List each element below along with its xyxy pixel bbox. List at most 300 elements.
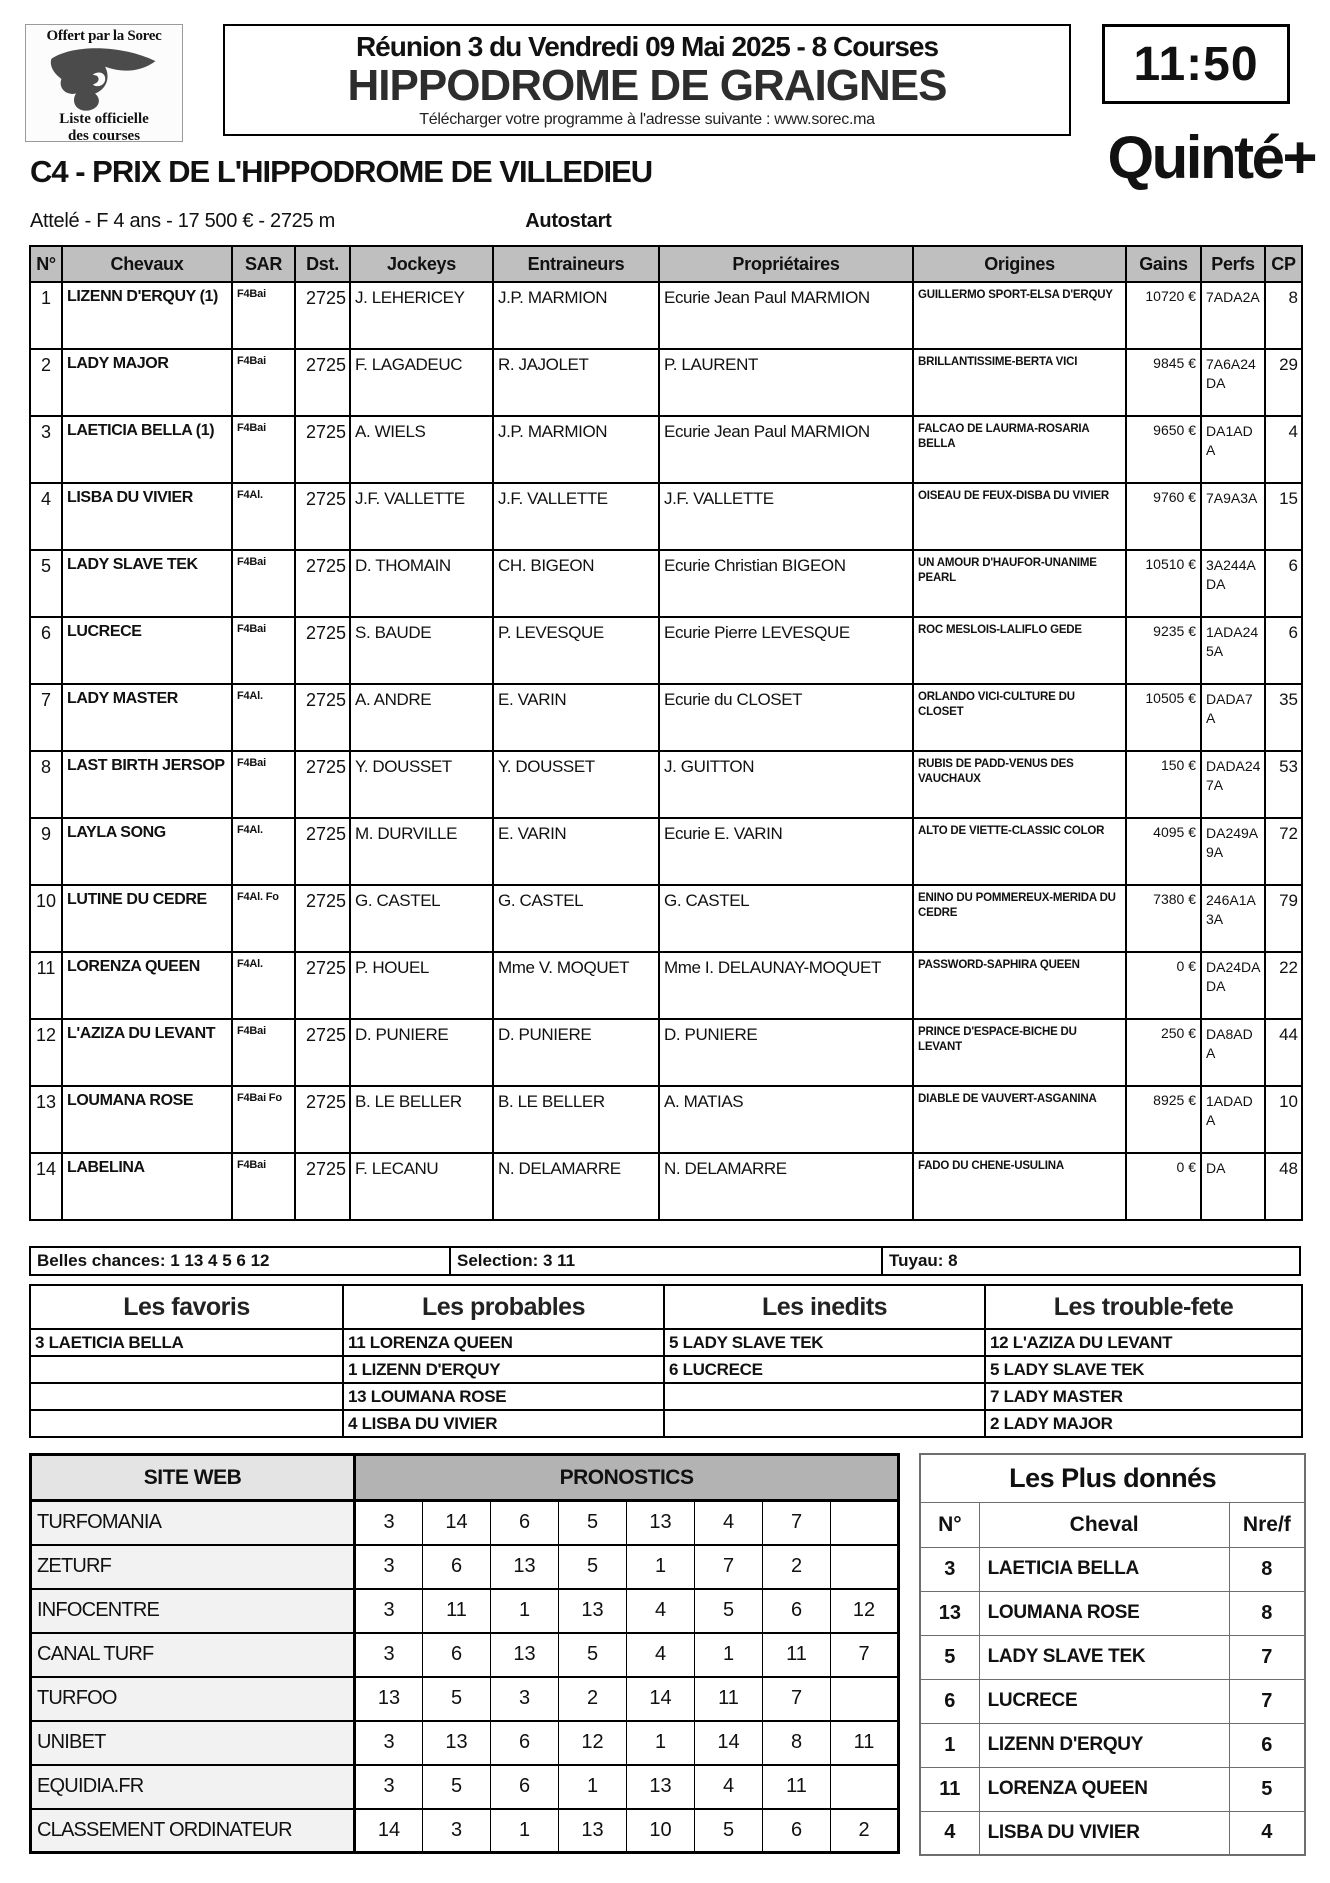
picks-row — [30, 1356, 1302, 1383]
plus-num: 3 — [920, 1547, 979, 1591]
pick-inedits: 6 LUCRECE — [664, 1356, 985, 1383]
col-header-sar: SAR — [232, 246, 295, 282]
pronostic-pick-3: 13 — [491, 1633, 559, 1677]
picks-header-troublefete: Les trouble-fete — [985, 1285, 1302, 1329]
col-header-proprietaires: Propriétaires — [659, 246, 913, 282]
pronostic-pick-5: 10 — [627, 1809, 695, 1853]
plus-num: 11 — [920, 1767, 979, 1811]
runner-distance: 2725 — [295, 1019, 350, 1086]
runner-perfs: DA24DA DA — [1201, 952, 1265, 1019]
runner-perfs: 7ADA2A — [1201, 282, 1265, 349]
runner-number: 9 — [30, 818, 62, 885]
pick-troublefete: 5 LADY SLAVE TEK — [985, 1356, 1302, 1383]
pronostic-site: TURFOMANIA — [31, 1501, 355, 1545]
pronostic-pick-6: 5 — [695, 1589, 763, 1633]
pick-inedits — [664, 1410, 985, 1437]
runner-jockey: J. LEHERICEY — [350, 282, 493, 349]
runner-row — [30, 1019, 1302, 1086]
pronostics-table — [29, 1453, 900, 1854]
pronostic-pick-6: 7 — [695, 1545, 763, 1589]
pronostic-pick-4: 13 — [559, 1589, 627, 1633]
pronostic-pick-8: 2 — [831, 1809, 899, 1853]
meeting-header-box — [223, 24, 1071, 136]
runners-header-row — [30, 246, 1302, 282]
pronostic-pick-7: 7 — [763, 1501, 831, 1545]
plus-cheval: LAETICIA BELLA — [979, 1547, 1229, 1591]
runner-trainer: P. LEVESQUE — [493, 617, 659, 684]
pronostic-pick-1: 3 — [355, 1765, 423, 1809]
runner-number: 14 — [30, 1153, 62, 1220]
race-title-row — [30, 124, 1315, 191]
pronostic-pick-7: 11 — [763, 1765, 831, 1809]
runner-name: LUTINE DU CEDRE — [62, 885, 232, 952]
runner-distance: 2725 — [295, 416, 350, 483]
pronostic-pick-6: 14 — [695, 1721, 763, 1765]
plus-donnes-row — [920, 1767, 1305, 1811]
runner-trainer: N. DELAMARRE — [493, 1153, 659, 1220]
runner-cp: 6 — [1265, 617, 1302, 684]
plus-nref: 7 — [1229, 1635, 1305, 1679]
plus-num: 4 — [920, 1811, 979, 1855]
bottom-section — [29, 1453, 1306, 1856]
runner-perfs: 246A1A 3A — [1201, 885, 1265, 952]
runner-name: L'AZIZA DU LEVANT — [62, 1019, 232, 1086]
pronostic-pick-5: 1 — [627, 1721, 695, 1765]
pronostic-pick-2: 14 — [423, 1501, 491, 1545]
pronostics-header-row — [31, 1455, 899, 1501]
pronostic-pick-2: 13 — [423, 1721, 491, 1765]
pronostic-pick-4: 5 — [559, 1545, 627, 1589]
picks-body — [30, 1329, 1302, 1437]
runner-jockey: S. BAUDE — [350, 617, 493, 684]
pronostic-pick-8 — [831, 1545, 899, 1589]
tuyau: Tuyau: 8 — [889, 1251, 958, 1270]
runner-jockey: F. LAGADEUC — [350, 349, 493, 416]
pick-favoris — [30, 1383, 343, 1410]
runner-trainer: CH. BIGEON — [493, 550, 659, 617]
runner-name: LAETICIA BELLA (1) — [62, 416, 232, 483]
runner-perfs: 1ADAD A — [1201, 1086, 1265, 1153]
runner-owner: Ecurie E. VARIN — [659, 818, 913, 885]
plus-donnes-table — [919, 1453, 1306, 1856]
pronostic-pick-7: 6 — [763, 1589, 831, 1633]
pronostic-pick-7: 6 — [763, 1809, 831, 1853]
pronostic-pick-3: 6 — [491, 1721, 559, 1765]
page-header — [25, 24, 1290, 145]
pronostic-pick-7: 11 — [763, 1633, 831, 1677]
horse-icon — [48, 43, 160, 115]
runner-sar: F4Bai Fo — [232, 1086, 295, 1153]
runner-sar: F4Bai — [232, 1153, 295, 1220]
runner-trainer: E. VARIN — [493, 818, 659, 885]
runner-name: LAST BIRTH JERSOP — [62, 751, 232, 818]
plus-nref: 4 — [1229, 1811, 1305, 1855]
pronostic-pick-2: 11 — [423, 1589, 491, 1633]
runner-cp: 79 — [1265, 885, 1302, 952]
pronostic-row — [31, 1545, 899, 1589]
runner-name: LADY MASTER — [62, 684, 232, 751]
pronostic-pick-8: 11 — [831, 1721, 899, 1765]
col-header-entraineurs: Entraineurs — [493, 246, 659, 282]
runner-gains: 0 € — [1126, 952, 1201, 1019]
hippodrome-name: HIPPODROME DE GRAIGNES — [347, 61, 947, 110]
runner-row — [30, 751, 1302, 818]
runner-cp: 10 — [1265, 1086, 1302, 1153]
pronostic-pick-5: 13 — [627, 1501, 695, 1545]
runner-perfs: DADA24 7A — [1201, 751, 1265, 818]
runner-name: LAYLA SONG — [62, 818, 232, 885]
sorec-logo — [25, 24, 183, 145]
runner-owner: Ecurie Pierre LEVESQUE — [659, 617, 913, 684]
runner-origins: BRILLANTISSIME-BERTA VICI — [913, 349, 1126, 416]
race-conditions: Attelé - F 4 ans - 17 500 € - 2725 m — [30, 210, 335, 232]
runner-row — [30, 684, 1302, 751]
plus-nref: 7 — [1229, 1679, 1305, 1723]
plus-num: 1 — [920, 1723, 979, 1767]
runner-row — [30, 818, 1302, 885]
plus-nref: 8 — [1229, 1591, 1305, 1635]
pronostics-header: PRONOSTICS — [355, 1455, 899, 1501]
plus-nref: 6 — [1229, 1723, 1305, 1767]
pronostic-site: EQUIDIA.FR — [31, 1765, 355, 1809]
plus-nref: 5 — [1229, 1767, 1305, 1811]
runner-owner: J. GUITTON — [659, 751, 913, 818]
pick-favoris — [30, 1356, 343, 1383]
runner-sar: F4Bai — [232, 1019, 295, 1086]
pronostic-pick-8 — [831, 1677, 899, 1721]
pronostic-pick-8: 12 — [831, 1589, 899, 1633]
runner-trainer: Y. DOUSSET — [493, 751, 659, 818]
runner-origins: ALTO DE VIETTE-CLASSIC COLOR — [913, 818, 1126, 885]
runner-gains: 10510 € — [1126, 550, 1201, 617]
col-header-dst: Dst. — [295, 246, 350, 282]
pronostic-pick-6: 4 — [695, 1501, 763, 1545]
pick-probables: 13 LOUMANA ROSE — [343, 1383, 664, 1410]
runner-trainer: J.P. MARMION — [493, 416, 659, 483]
runner-distance: 2725 — [295, 1153, 350, 1220]
plus-header-cheval: Cheval — [979, 1502, 1229, 1547]
runner-distance: 2725 — [295, 483, 350, 550]
selection: Selection: 3 11 — [451, 1248, 883, 1274]
col-header-gains: Gains — [1126, 246, 1201, 282]
pronostic-pick-2: 5 — [423, 1765, 491, 1809]
col-header-perfs: Perfs — [1201, 246, 1265, 282]
plus-donnes-head — [920, 1454, 1305, 1547]
runner-sar: F4Bai — [232, 349, 295, 416]
runner-owner: D. PUNIERE — [659, 1019, 913, 1086]
runner-name: LORENZA QUEEN — [62, 952, 232, 1019]
runner-jockey: A. ANDRE — [350, 684, 493, 751]
picks-header-inedits: Les inedits — [664, 1285, 985, 1329]
plus-num: 13 — [920, 1591, 979, 1635]
runner-gains: 9845 € — [1126, 349, 1201, 416]
runner-row — [30, 282, 1302, 349]
picks-row — [30, 1410, 1302, 1437]
runner-origins: UN AMOUR D'HAUFOR-UNANIME PEARL — [913, 550, 1126, 617]
runner-gains: 9760 € — [1126, 483, 1201, 550]
logo-caption-line3: des courses — [67, 128, 141, 145]
pronostic-pick-1: 3 — [355, 1545, 423, 1589]
pronostic-pick-1: 14 — [355, 1809, 423, 1853]
runner-jockey: F. LECANU — [350, 1153, 493, 1220]
siteweb-header: SITE WEB — [31, 1455, 355, 1501]
runner-row — [30, 617, 1302, 684]
runner-perfs: DADA7 A — [1201, 684, 1265, 751]
pronostic-site: INFOCENTRE — [31, 1589, 355, 1633]
runner-row — [30, 550, 1302, 617]
runner-origins: FALCAO DE LAURMA-ROSARIA BELLA — [913, 416, 1126, 483]
pick-inedits: 5 LADY SLAVE TEK — [664, 1329, 985, 1356]
pronostic-pick-4: 12 — [559, 1721, 627, 1765]
runner-sar: F4Al. — [232, 818, 295, 885]
runners-table — [29, 245, 1303, 1221]
runner-gains: 10720 € — [1126, 282, 1201, 349]
pronostic-pick-1: 3 — [355, 1589, 423, 1633]
pronostic-site: CANAL TURF — [31, 1633, 355, 1677]
pick-troublefete: 2 LADY MAJOR — [985, 1410, 1302, 1437]
pick-troublefete: 7 LADY MASTER — [985, 1383, 1302, 1410]
pronostic-pick-2: 5 — [423, 1677, 491, 1721]
pronostic-row — [31, 1765, 899, 1809]
runner-owner: N. DELAMARRE — [659, 1153, 913, 1220]
logo-caption-line2: Liste officielle — [59, 111, 149, 127]
runner-origins: OISEAU DE FEUX-DISBA DU VIVIER — [913, 483, 1126, 550]
col-header-jockeys: Jockeys — [350, 246, 493, 282]
runner-owner: J.F. VALLETTE — [659, 483, 913, 550]
plus-donnes-title: Les Plus donnés — [920, 1454, 1305, 1502]
runner-owner: Ecurie Jean Paul MARMION — [659, 282, 913, 349]
runner-name: LABELINA — [62, 1153, 232, 1220]
runner-owner: P. LAURENT — [659, 349, 913, 416]
runner-sar: F4Al. — [232, 483, 295, 550]
runner-gains: 7380 € — [1126, 885, 1201, 952]
runner-distance: 2725 — [295, 751, 350, 818]
runner-trainer: R. JAJOLET — [493, 349, 659, 416]
runner-number: 5 — [30, 550, 62, 617]
runner-name: LOUMANA ROSE — [62, 1086, 232, 1153]
runner-gains: 10505 € — [1126, 684, 1201, 751]
plus-num: 5 — [920, 1635, 979, 1679]
pronostic-pick-4: 2 — [559, 1677, 627, 1721]
pick-probables: 1 LIZENN D'ERQUY — [343, 1356, 664, 1383]
plus-donnes-row — [920, 1723, 1305, 1767]
pronostic-pick-6: 5 — [695, 1809, 763, 1853]
runners-table-body — [30, 282, 1302, 1220]
download-note: Télécharger votre programme à l'adresse suivante : www.sorec.ma — [419, 111, 875, 128]
pronostic-pick-6: 11 — [695, 1677, 763, 1721]
pronostic-pick-1: 3 — [355, 1501, 423, 1545]
runner-distance: 2725 — [295, 684, 350, 751]
runner-trainer: J.P. MARMION — [493, 282, 659, 349]
pronostic-pick-4: 1 — [559, 1765, 627, 1809]
runner-origins: ENINO DU POMMEREUX-MERIDA DU CEDRE — [913, 885, 1126, 952]
pronostic-pick-4: 5 — [559, 1633, 627, 1677]
race-conditions-row — [30, 210, 611, 233]
runner-cp: 4 — [1265, 416, 1302, 483]
pronostic-site: UNIBET — [31, 1721, 355, 1765]
pronostic-pick-3: 3 — [491, 1677, 559, 1721]
col-header-cp: CP — [1265, 246, 1302, 282]
runner-origins: FADO DU CHENE-USULINA — [913, 1153, 1126, 1220]
plus-cheval: LOUMANA ROSE — [979, 1591, 1229, 1635]
plus-header-nref: Nre/f — [1229, 1502, 1305, 1547]
pick-inedits — [664, 1383, 985, 1410]
runner-row — [30, 349, 1302, 416]
runner-distance: 2725 — [295, 550, 350, 617]
runner-distance: 2725 — [295, 885, 350, 952]
runner-row — [30, 483, 1302, 550]
runner-perfs: 3A244A DA — [1201, 550, 1265, 617]
picks-header-row — [30, 1285, 1302, 1329]
quinte-badge: Quinté+ — [1107, 124, 1315, 191]
runner-jockey: B. LE BELLER — [350, 1086, 493, 1153]
runner-owner: Ecurie du CLOSET — [659, 684, 913, 751]
runner-owner: G. CASTEL — [659, 885, 913, 952]
pronostic-pick-1: 13 — [355, 1677, 423, 1721]
runner-trainer: G. CASTEL — [493, 885, 659, 952]
runner-number: 10 — [30, 885, 62, 952]
runner-jockey: D. PUNIERE — [350, 1019, 493, 1086]
pronostic-pick-3: 1 — [491, 1589, 559, 1633]
runner-sar: F4Bai — [232, 751, 295, 818]
runner-row — [30, 1086, 1302, 1153]
pronostic-pick-6: 4 — [695, 1765, 763, 1809]
runner-owner: Ecurie Jean Paul MARMION — [659, 416, 913, 483]
pronostic-row — [31, 1501, 899, 1545]
picks-row — [30, 1329, 1302, 1356]
runner-number: 6 — [30, 617, 62, 684]
belles-chances: Belles chances: 1 13 4 5 6 12 — [31, 1248, 451, 1274]
runner-number: 7 — [30, 684, 62, 751]
runner-cp: 15 — [1265, 483, 1302, 550]
pronostic-pick-7: 2 — [763, 1545, 831, 1589]
picks-header-favoris: Les favoris — [30, 1285, 343, 1329]
runner-perfs: DA8AD A — [1201, 1019, 1265, 1086]
runner-row — [30, 1153, 1302, 1220]
pronostic-pick-2: 6 — [423, 1545, 491, 1589]
runner-name: LADY MAJOR — [62, 349, 232, 416]
runner-perfs: DA1AD A — [1201, 416, 1265, 483]
runner-name: LISBA DU VIVIER — [62, 483, 232, 550]
runner-sar: F4Al. Fo — [232, 885, 295, 952]
runner-cp: 6 — [1265, 550, 1302, 617]
plus-nref: 8 — [1229, 1547, 1305, 1591]
runner-perfs: DA — [1201, 1153, 1265, 1220]
pick-favoris: 3 LAETICIA BELLA — [30, 1329, 343, 1356]
pronostic-site: CLASSEMENT ORDINATEUR — [31, 1809, 355, 1853]
runner-row — [30, 885, 1302, 952]
chances-bar — [29, 1246, 1301, 1276]
runner-distance: 2725 — [295, 1086, 350, 1153]
pronostic-pick-1: 3 — [355, 1721, 423, 1765]
pronostic-row — [31, 1721, 899, 1765]
plus-header-num: N° — [920, 1502, 979, 1547]
runner-origins: RUBIS DE PADD-VENUS DES VAUCHAUX — [913, 751, 1126, 818]
runner-perfs: 1ADA24 5A — [1201, 617, 1265, 684]
start-type: Autostart — [525, 210, 612, 232]
runner-perfs: 7A6A24 DA — [1201, 349, 1265, 416]
runner-trainer: J.F. VALLETTE — [493, 483, 659, 550]
plus-donnes-body — [920, 1547, 1305, 1855]
runner-perfs: DA249A 9A — [1201, 818, 1265, 885]
pronostic-row — [31, 1589, 899, 1633]
pick-probables: 4 LISBA DU VIVIER — [343, 1410, 664, 1437]
runner-trainer: E. VARIN — [493, 684, 659, 751]
pronostic-site: ZETURF — [31, 1545, 355, 1589]
runner-number: 2 — [30, 349, 62, 416]
runner-cp: 29 — [1265, 349, 1302, 416]
plus-donnes-row — [920, 1635, 1305, 1679]
runner-trainer: Mme V. MOQUET — [493, 952, 659, 1019]
pronostic-pick-3: 13 — [491, 1545, 559, 1589]
col-header-num: N° — [30, 246, 62, 282]
runner-cp: 22 — [1265, 952, 1302, 1019]
plus-cheval: LUCRECE — [979, 1679, 1229, 1723]
pronostic-pick-1: 3 — [355, 1633, 423, 1677]
runner-perfs: 7A9A3A — [1201, 483, 1265, 550]
pronostic-pick-3: 1 — [491, 1809, 559, 1853]
picks-head — [30, 1285, 1302, 1329]
runner-sar: F4Al. — [232, 684, 295, 751]
runner-number: 11 — [30, 952, 62, 1019]
picks-table — [29, 1284, 1303, 1438]
runner-owner: A. MATIAS — [659, 1086, 913, 1153]
runner-trainer: D. PUNIERE — [493, 1019, 659, 1086]
runner-jockey: Y. DOUSSET — [350, 751, 493, 818]
runner-origins: ORLANDO VICI-CULTURE DU CLOSET — [913, 684, 1126, 751]
runner-jockey: G. CASTEL — [350, 885, 493, 952]
runner-owner: Mme I. DELAUNAY-MOQUET — [659, 952, 913, 1019]
runner-sar: F4Bai — [232, 550, 295, 617]
race-time: 11:50 — [1102, 24, 1290, 104]
runner-number: 8 — [30, 751, 62, 818]
runner-origins: PRINCE D'ESPACE-BICHE DU LEVANT — [913, 1019, 1126, 1086]
pronostic-pick-4: 13 — [559, 1809, 627, 1853]
runner-owner: Ecurie Christian BIGEON — [659, 550, 913, 617]
runner-number: 1 — [30, 282, 62, 349]
runner-gains: 8925 € — [1126, 1086, 1201, 1153]
runner-row — [30, 416, 1302, 483]
runner-sar: F4Bai — [232, 282, 295, 349]
runner-number: 12 — [30, 1019, 62, 1086]
runner-distance: 2725 — [295, 952, 350, 1019]
logo-caption-top: Offert par la Sorec — [46, 28, 162, 44]
pronostic-pick-5: 13 — [627, 1765, 695, 1809]
col-header-chevaux: Chevaux — [62, 246, 232, 282]
runner-number: 13 — [30, 1086, 62, 1153]
pronostic-pick-2: 3 — [423, 1809, 491, 1853]
runner-cp: 72 — [1265, 818, 1302, 885]
plus-donnes-title-row — [920, 1454, 1305, 1502]
plus-cheval: LADY SLAVE TEK — [979, 1635, 1229, 1679]
runner-jockey: A. WIELS — [350, 416, 493, 483]
pronostics-body — [31, 1501, 899, 1853]
runner-gains: 150 € — [1126, 751, 1201, 818]
pronostic-pick-8 — [831, 1501, 899, 1545]
plus-donnes-row — [920, 1811, 1305, 1855]
pronostic-pick-8: 7 — [831, 1633, 899, 1677]
race-title: C4 - PRIX DE L'HIPPODROME DE VILLEDIEU — [30, 154, 653, 189]
runner-distance: 2725 — [295, 818, 350, 885]
runner-distance: 2725 — [295, 282, 350, 349]
runner-gains: 0 € — [1126, 1153, 1201, 1220]
pick-favoris — [30, 1410, 343, 1437]
pronostic-row — [31, 1633, 899, 1677]
runner-jockey: P. HOUEL — [350, 952, 493, 1019]
pronostic-pick-6: 1 — [695, 1633, 763, 1677]
pronostic-pick-5: 1 — [627, 1545, 695, 1589]
plus-cheval: LIZENN D'ERQUY — [979, 1723, 1229, 1767]
